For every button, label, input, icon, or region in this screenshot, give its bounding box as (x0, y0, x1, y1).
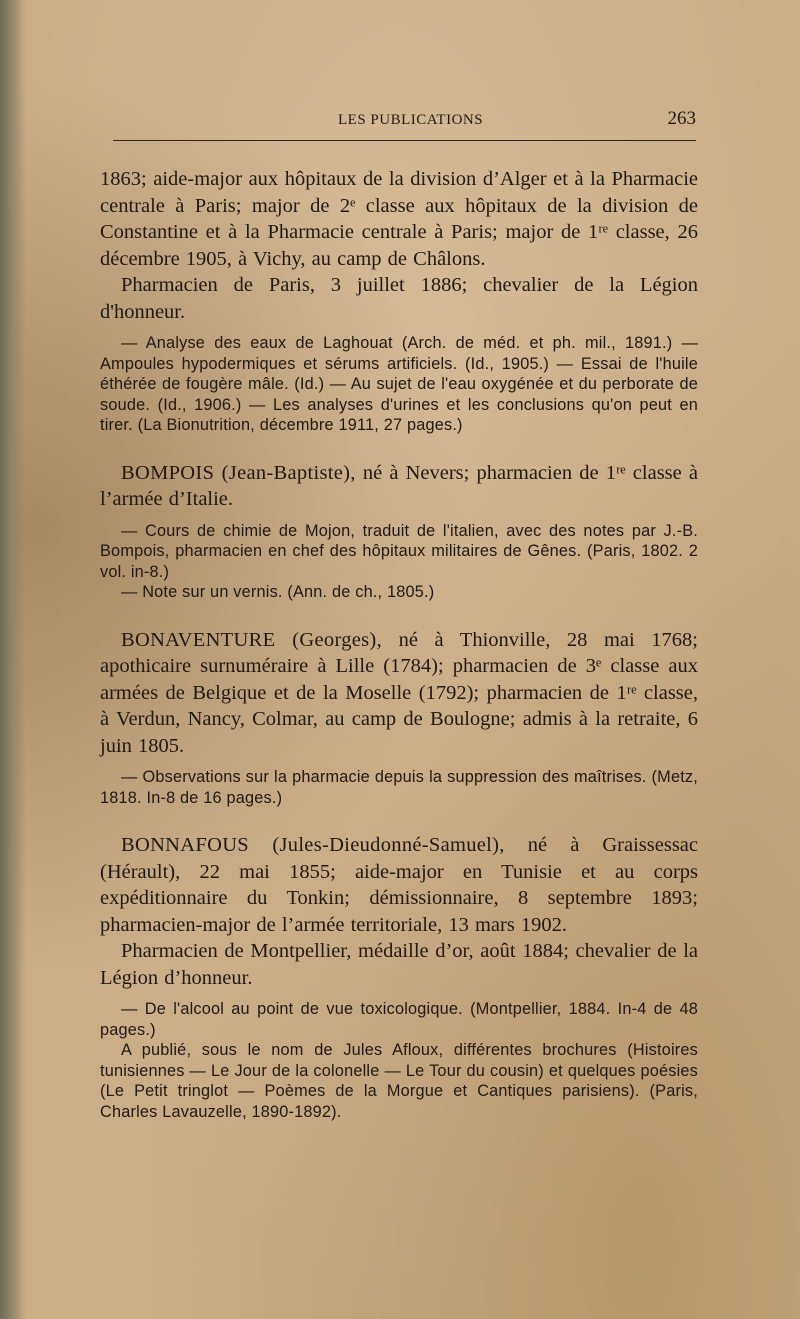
running-title: LES PUBLICATIONS (338, 112, 484, 128)
publication-item: — Observations sur la pharmacie depuis la suppression des maîtrises. (Metz, 1818. In-8 de 16 pages.) (100, 768, 698, 807)
header-rule (113, 140, 696, 141)
page-number: 263 (667, 108, 696, 129)
entry-name: BONNAFOUS (Jules-Dieudonné-Samuel), (121, 834, 505, 856)
entry-heading (100, 832, 698, 938)
entry-bio-paragraph: Pharmacien de Paris, 3 juillet 1886; chevalier de la Légion d'honneur. (100, 274, 698, 323)
page-body (100, 166, 698, 1122)
entry-name: BONAVENTURE (Georges), (121, 628, 382, 651)
entry-bonaventure (100, 627, 698, 809)
entry-bompois (100, 460, 698, 603)
publication-item: A publié, sous le nom de Jules Afloux, différentes brochures (Histoires tunisiennes — Le Jour de la colonelle — Le Tour du cousin) et quelques poésies (Le Petit tringlot — Poèmes de la Morgue et Cantiques parisiens). (Paris, Charles Lavauzelle, 1890-1892). (100, 1041, 698, 1121)
entry-continued (100, 166, 698, 436)
entry-name: BOMPOIS (Jean-Baptiste), (121, 461, 356, 484)
entry-heading (100, 460, 698, 513)
publication-item: — Note sur un vernis. (Ann. de ch., 1805.) (121, 583, 435, 601)
entry-bio-paragraph: 1863; aide-major aux hôpitaux de la division d’Alger et à la Pharmacie centrale à Paris; major de 2ᵉ classe aux hôpitaux de la division de Constantine et à la Pharmacie centrale à Paris; major de 1ʳᵉ classe, 26 décembre 1905, à Vichy, au camp de Châlons. (100, 168, 698, 270)
entry-bio: né à Nevers; pharmacien de 1ʳᵉ classe à l’armée d’Italie. (100, 461, 698, 510)
entry-bio: né à Thionville, 28 mai 1768; apothicaire surnuméraire à Lille (1784); pharmacien de 3ᵉ classe aux armées de Belgique et de la Moselle (1792); pharmacien de 1ʳᵉ classe, à Verdun, Nancy, Colmar, au camp de Boulogne; admis à la retraite, 6 juin 1805. (100, 628, 698, 757)
book-spine-shadow (0, 0, 26, 1319)
entry-heading (100, 627, 698, 760)
page-header (113, 108, 696, 136)
publication-list: — Analyse des eaux de Laghouat (Arch. de méd. et ph. mil., 1891.) — Ampoules hypodermiques et sérums artificiels. (Id., 1905.) — Essai de l'huile éthérée de fougère mâle. (Id.) — Au sujet de l'eau oxygénée et du perborate de soude. (Id., 1906.) — Les analyses d'urines et les conclusions qu'on peut en tirer. (La Bionutrition, décembre 1911, 27 pages.) (100, 334, 698, 434)
publication-item: — Cours de chimie de Mojon, traduit de l'italien, avec des notes par J.-B. Bompois, pharmacien en chef des hôpitaux militaires de Gênes. (Paris, 1802. 2 vol. in-8.) (100, 521, 698, 581)
entry-bio: né à Graissessac (Hérault), 22 mai 1855; aide-major en Tunisie et au corps expéditionnaire du Tonkin; démissionnaire, 8 septembre 1893; pharmacien-major de l’armée territoriale, 13 mars 1902. (100, 834, 698, 936)
entry-bio-paragraph: Pharmacien de Montpellier, médaille d’or, août 1884; chevalier de la Légion d’honneur. (100, 940, 698, 989)
publication-item: — De l'alcool au point de vue toxicologique. (Montpellier, 1884. In-4 de 48 pages.) (100, 1000, 698, 1039)
entry-bonnafous (100, 832, 698, 1122)
